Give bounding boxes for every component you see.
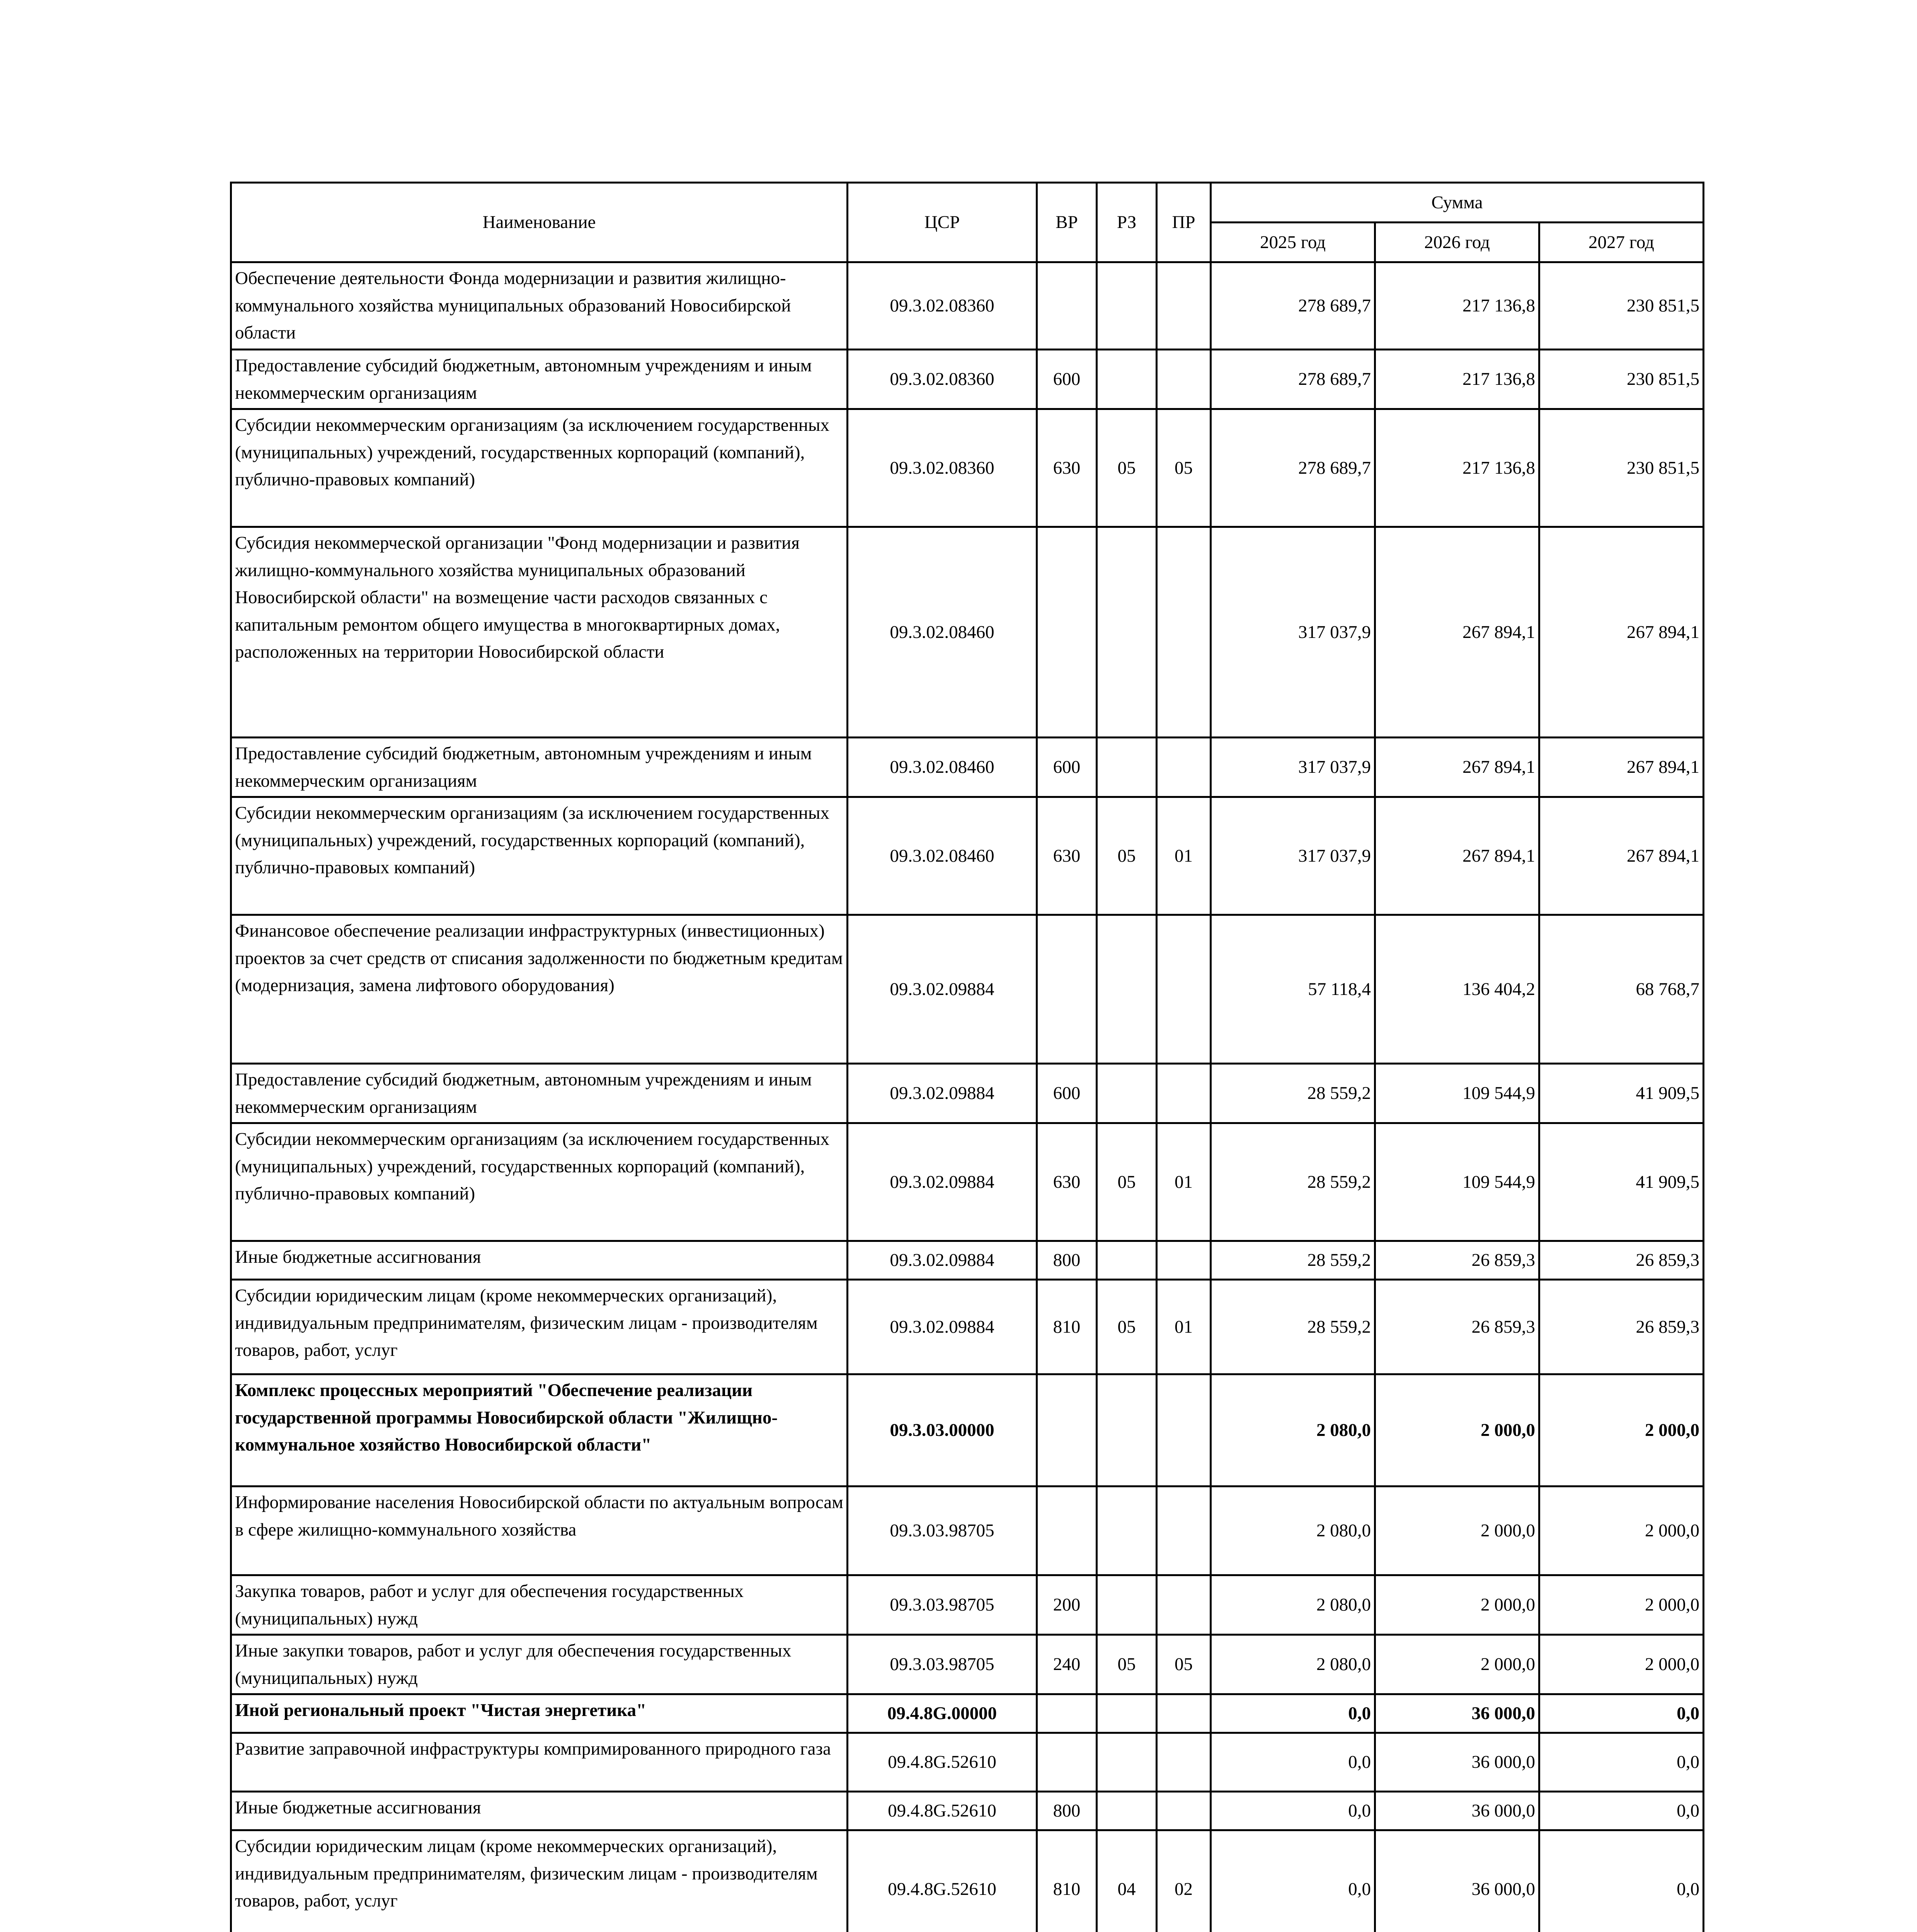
cell-pr: 02 xyxy=(1157,1830,1211,1932)
table-row xyxy=(231,262,1704,350)
cell-sum-2026: 36 000,0 xyxy=(1375,1694,1539,1733)
cell-sum-2027: 2 000,0 xyxy=(1539,1486,1704,1575)
table-row xyxy=(231,1280,1704,1374)
cell-sum-2026: 217 136,8 xyxy=(1375,409,1539,527)
cell-pr xyxy=(1157,1241,1211,1280)
cell-name: Предоставление субсидий бюджетным, автономным учреждениям и иным некоммерческим организациям xyxy=(231,1064,848,1123)
cell-sum-2025: 2 080,0 xyxy=(1211,1575,1375,1635)
cell-vr xyxy=(1037,262,1097,350)
cell-vr: 630 xyxy=(1037,409,1097,527)
cell-rz xyxy=(1097,1575,1157,1635)
table-row xyxy=(231,1830,1704,1932)
cell-pr xyxy=(1157,1694,1211,1733)
col-header-2027: 2027 год xyxy=(1539,223,1704,262)
cell-sum-2026: 26 859,3 xyxy=(1375,1241,1539,1280)
cell-csr: 09.3.03.00000 xyxy=(848,1374,1037,1486)
cell-csr: 09.4.8G.52610 xyxy=(848,1733,1037,1792)
table-row xyxy=(231,1635,1704,1694)
cell-vr: 600 xyxy=(1037,1064,1097,1123)
cell-rz xyxy=(1097,1064,1157,1123)
budget-table xyxy=(230,182,1704,1932)
cell-sum-2027: 267 894,1 xyxy=(1539,527,1704,738)
cell-pr: 05 xyxy=(1157,409,1211,527)
cell-vr: 600 xyxy=(1037,350,1097,409)
cell-vr: 630 xyxy=(1037,797,1097,915)
cell-pr xyxy=(1157,527,1211,738)
cell-name: Предоставление субсидий бюджетным, автономным учреждениям и иным некоммерческим организациям xyxy=(231,738,848,797)
cell-vr: 240 xyxy=(1037,1635,1097,1694)
cell-pr xyxy=(1157,738,1211,797)
cell-sum-2026: 2 000,0 xyxy=(1375,1635,1539,1694)
col-header-csr: ЦСР xyxy=(848,183,1037,262)
cell-vr: 810 xyxy=(1037,1280,1097,1374)
cell-csr: 09.3.02.09884 xyxy=(848,1280,1037,1374)
cell-csr: 09.4.8G.52610 xyxy=(848,1792,1037,1830)
cell-name: Информирование населения Новосибирской области по актуальным вопросам в сфере жилищно-коммунального хозяйства xyxy=(231,1486,848,1575)
cell-name: Субсидии некоммерческим организациям (за исключением государственных (муниципальных) учреждений, государственных корпораций (компаний), публично-правовых компаний) xyxy=(231,409,848,527)
cell-pr xyxy=(1157,350,1211,409)
cell-name: Комплекс процессных мероприятий "Обеспечение реализации государственной программы Новосибирской области "Жилищно-коммунальное хозяйство Новосибирской области" xyxy=(231,1374,848,1486)
cell-sum-2026: 36 000,0 xyxy=(1375,1830,1539,1932)
table-row xyxy=(231,1486,1704,1575)
cell-vr xyxy=(1037,1694,1097,1733)
cell-sum-2025: 317 037,9 xyxy=(1211,797,1375,915)
cell-rz xyxy=(1097,1241,1157,1280)
table-row xyxy=(231,915,1704,1064)
cell-rz xyxy=(1097,527,1157,738)
cell-rz xyxy=(1097,350,1157,409)
cell-sum-2026: 267 894,1 xyxy=(1375,527,1539,738)
cell-sum-2025: 0,0 xyxy=(1211,1830,1375,1932)
cell-pr xyxy=(1157,262,1211,350)
table-body xyxy=(231,262,1704,1932)
cell-name: Иной региональный проект "Чистая энергетика" xyxy=(231,1694,848,1733)
cell-sum-2025: 0,0 xyxy=(1211,1733,1375,1792)
cell-sum-2025: 28 559,2 xyxy=(1211,1280,1375,1374)
table-row xyxy=(231,409,1704,527)
cell-pr xyxy=(1157,1486,1211,1575)
cell-sum-2027: 26 859,3 xyxy=(1539,1241,1704,1280)
cell-vr: 800 xyxy=(1037,1792,1097,1830)
table-row xyxy=(231,527,1704,738)
cell-pr xyxy=(1157,915,1211,1064)
cell-csr: 09.3.02.08360 xyxy=(848,409,1037,527)
cell-sum-2027: 0,0 xyxy=(1539,1733,1704,1792)
cell-name: Иные закупки товаров, работ и услуг для обеспечения государственных (муниципальных) нужд xyxy=(231,1635,848,1694)
cell-pr: 01 xyxy=(1157,1123,1211,1241)
cell-sum-2027: 41 909,5 xyxy=(1539,1123,1704,1241)
col-header-rz: РЗ xyxy=(1097,183,1157,262)
col-header-2026: 2026 год xyxy=(1375,223,1539,262)
cell-rz: 05 xyxy=(1097,1280,1157,1374)
cell-vr: 800 xyxy=(1037,1241,1097,1280)
cell-name: Субсидии некоммерческим организациям (за исключением государственных (муниципальных) учреждений, государственных корпораций (компаний), публично-правовых компаний) xyxy=(231,797,848,915)
cell-sum-2026: 109 544,9 xyxy=(1375,1123,1539,1241)
cell-sum-2026: 36 000,0 xyxy=(1375,1733,1539,1792)
cell-name: Субсидии некоммерческим организациям (за исключением государственных (муниципальных) учреждений, государственных корпораций (компаний), публично-правовых компаний) xyxy=(231,1123,848,1241)
cell-rz: 05 xyxy=(1097,1123,1157,1241)
cell-pr xyxy=(1157,1792,1211,1830)
cell-name: Предоставление субсидий бюджетным, автономным учреждениям и иным некоммерческим организациям xyxy=(231,350,848,409)
table-row xyxy=(231,350,1704,409)
table-row xyxy=(231,1733,1704,1792)
cell-pr: 01 xyxy=(1157,1280,1211,1374)
table-row xyxy=(231,1374,1704,1486)
cell-rz: 04 xyxy=(1097,1830,1157,1932)
cell-sum-2027: 2 000,0 xyxy=(1539,1374,1704,1486)
cell-sum-2026: 109 544,9 xyxy=(1375,1064,1539,1123)
cell-rz: 05 xyxy=(1097,409,1157,527)
cell-sum-2025: 278 689,7 xyxy=(1211,262,1375,350)
cell-sum-2025: 0,0 xyxy=(1211,1694,1375,1733)
cell-sum-2027: 2 000,0 xyxy=(1539,1635,1704,1694)
table-row xyxy=(231,1123,1704,1241)
col-header-2025: 2025 год xyxy=(1211,223,1375,262)
header-row-1 xyxy=(231,183,1704,223)
cell-vr xyxy=(1037,527,1097,738)
cell-name: Субсидии юридическим лицам (кроме некоммерческих организаций), индивидуальным предпринимателям, физическим лицам - производителям товаров, работ, услуг xyxy=(231,1280,848,1374)
cell-pr xyxy=(1157,1575,1211,1635)
cell-rz xyxy=(1097,738,1157,797)
cell-rz: 05 xyxy=(1097,797,1157,915)
cell-csr: 09.3.03.98705 xyxy=(848,1635,1037,1694)
cell-csr: 09.3.03.98705 xyxy=(848,1575,1037,1635)
col-header-vr: ВР xyxy=(1037,183,1097,262)
cell-rz: 05 xyxy=(1097,1635,1157,1694)
cell-sum-2025: 278 689,7 xyxy=(1211,409,1375,527)
cell-sum-2027: 267 894,1 xyxy=(1539,738,1704,797)
cell-vr: 810 xyxy=(1037,1830,1097,1932)
table-row xyxy=(231,1575,1704,1635)
cell-vr xyxy=(1037,1733,1097,1792)
cell-sum-2027: 267 894,1 xyxy=(1539,797,1704,915)
cell-sum-2025: 2 080,0 xyxy=(1211,1374,1375,1486)
cell-csr: 09.3.02.08460 xyxy=(848,527,1037,738)
table-row xyxy=(231,1792,1704,1830)
cell-pr: 05 xyxy=(1157,1635,1211,1694)
cell-sum-2026: 36 000,0 xyxy=(1375,1792,1539,1830)
cell-sum-2026: 267 894,1 xyxy=(1375,738,1539,797)
cell-sum-2027: 26 859,3 xyxy=(1539,1280,1704,1374)
cell-csr: 09.3.02.08460 xyxy=(848,797,1037,915)
cell-sum-2025: 28 559,2 xyxy=(1211,1241,1375,1280)
cell-sum-2027: 230 851,5 xyxy=(1539,350,1704,409)
cell-sum-2026: 217 136,8 xyxy=(1375,262,1539,350)
cell-vr: 200 xyxy=(1037,1575,1097,1635)
cell-name: Субсидии юридическим лицам (кроме некоммерческих организаций), индивидуальным предпринимателям, физическим лицам - производителям товаров, работ, услуг xyxy=(231,1830,848,1932)
cell-name: Финансовое обеспечение реализации инфраструктурных (инвестиционных) проектов за счет средств от списания задолженности по бюджетным кредитам (модернизация, замена лифтового оборудования) xyxy=(231,915,848,1064)
cell-sum-2026: 217 136,8 xyxy=(1375,350,1539,409)
cell-sum-2025: 57 118,4 xyxy=(1211,915,1375,1064)
col-header-name: Наименование xyxy=(231,183,848,262)
cell-sum-2027: 0,0 xyxy=(1539,1792,1704,1830)
cell-csr: 09.3.02.09884 xyxy=(848,1241,1037,1280)
cell-rz xyxy=(1097,1733,1157,1792)
cell-csr: 09.3.02.08460 xyxy=(848,738,1037,797)
cell-sum-2025: 28 559,2 xyxy=(1211,1064,1375,1123)
cell-sum-2025: 28 559,2 xyxy=(1211,1123,1375,1241)
cell-pr: 01 xyxy=(1157,797,1211,915)
col-header-pr: ПР xyxy=(1157,183,1211,262)
cell-sum-2025: 2 080,0 xyxy=(1211,1486,1375,1575)
cell-name: Обеспечение деятельности Фонда модернизации и развития жилищно-коммунального хозяйства муниципальных образований Новосибирской области xyxy=(231,262,848,350)
cell-sum-2027: 0,0 xyxy=(1539,1694,1704,1733)
cell-rz xyxy=(1097,1374,1157,1486)
cell-sum-2027: 2 000,0 xyxy=(1539,1575,1704,1635)
cell-sum-2025: 317 037,9 xyxy=(1211,527,1375,738)
cell-sum-2026: 136 404,2 xyxy=(1375,915,1539,1064)
cell-sum-2027: 68 768,7 xyxy=(1539,915,1704,1064)
cell-pr xyxy=(1157,1064,1211,1123)
cell-sum-2026: 267 894,1 xyxy=(1375,797,1539,915)
cell-csr: 09.3.02.08360 xyxy=(848,350,1037,409)
table-row xyxy=(231,738,1704,797)
cell-csr: 09.3.02.09884 xyxy=(848,915,1037,1064)
table-row xyxy=(231,797,1704,915)
cell-vr xyxy=(1037,915,1097,1064)
cell-sum-2026: 2 000,0 xyxy=(1375,1374,1539,1486)
cell-name: Развитие заправочной инфраструктуры компримированного природного газа xyxy=(231,1733,848,1792)
cell-sum-2026: 2 000,0 xyxy=(1375,1486,1539,1575)
cell-sum-2027: 41 909,5 xyxy=(1539,1064,1704,1123)
cell-sum-2027: 230 851,5 xyxy=(1539,409,1704,527)
cell-csr: 09.3.02.09884 xyxy=(848,1064,1037,1123)
table-row xyxy=(231,1241,1704,1280)
col-header-sum: Сумма xyxy=(1211,183,1704,223)
cell-csr: 09.4.8G.00000 xyxy=(848,1694,1037,1733)
cell-name: Закупка товаров, работ и услуг для обеспечения государственных (муниципальных) нужд xyxy=(231,1575,848,1635)
cell-rz xyxy=(1097,262,1157,350)
cell-pr xyxy=(1157,1733,1211,1792)
cell-rz xyxy=(1097,1694,1157,1733)
cell-sum-2027: 0,0 xyxy=(1539,1830,1704,1932)
cell-rz xyxy=(1097,1486,1157,1575)
cell-name: Иные бюджетные ассигнования xyxy=(231,1241,848,1280)
cell-vr: 600 xyxy=(1037,738,1097,797)
cell-csr: 09.3.02.08360 xyxy=(848,262,1037,350)
cell-csr: 09.3.03.98705 xyxy=(848,1486,1037,1575)
table-row xyxy=(231,1064,1704,1123)
cell-csr: 09.3.02.09884 xyxy=(848,1123,1037,1241)
cell-vr xyxy=(1037,1374,1097,1486)
cell-rz xyxy=(1097,915,1157,1064)
cell-vr: 630 xyxy=(1037,1123,1097,1241)
cell-sum-2025: 0,0 xyxy=(1211,1792,1375,1830)
cell-sum-2025: 2 080,0 xyxy=(1211,1635,1375,1694)
cell-csr: 09.4.8G.52610 xyxy=(848,1830,1037,1932)
cell-sum-2026: 26 859,3 xyxy=(1375,1280,1539,1374)
cell-sum-2025: 278 689,7 xyxy=(1211,350,1375,409)
cell-pr xyxy=(1157,1374,1211,1486)
cell-rz xyxy=(1097,1792,1157,1830)
cell-sum-2026: 2 000,0 xyxy=(1375,1575,1539,1635)
table-row xyxy=(231,1694,1704,1733)
cell-sum-2025: 317 037,9 xyxy=(1211,738,1375,797)
cell-name: Иные бюджетные ассигнования xyxy=(231,1792,848,1830)
cell-vr xyxy=(1037,1486,1097,1575)
cell-name: Субсидия некоммерческой организации "Фонд модернизации и развития жилищно-коммунального хозяйства муниципальных образований Новосибирской области" на возмещение части расходов связанных с капитальным ремонтом общего имущества в многоквартирных домах, расположенных на территории Новосибирской области xyxy=(231,527,848,738)
cell-sum-2027: 230 851,5 xyxy=(1539,262,1704,350)
